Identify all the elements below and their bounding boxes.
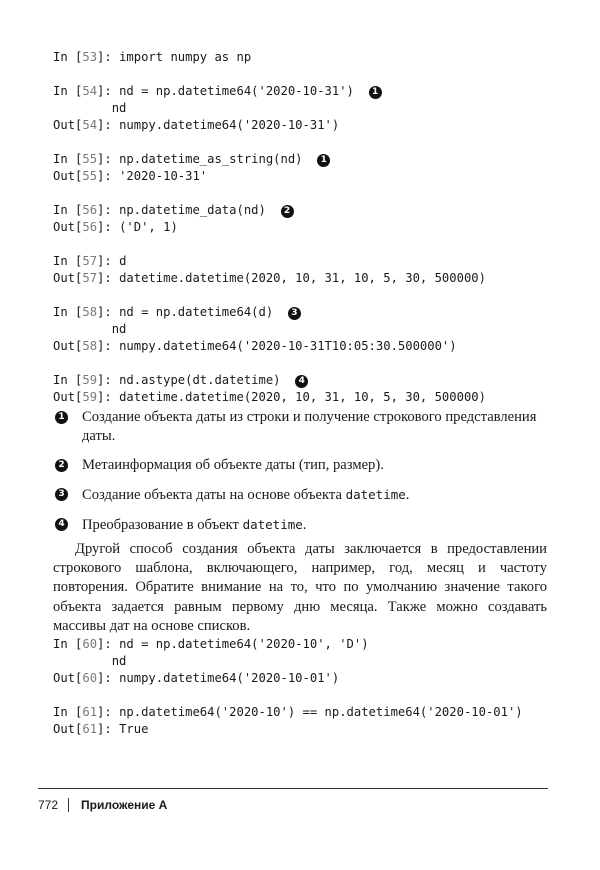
code-text: nd = np.datetime64('2020-10-31') bbox=[119, 84, 354, 98]
code-line bbox=[53, 389, 486, 406]
callout-marker-icon: 3 bbox=[55, 488, 68, 501]
prompt-label: Out[60]: bbox=[53, 671, 112, 685]
note-code: datetime bbox=[345, 487, 406, 502]
code-text: nd.astype(dt.datetime) bbox=[119, 373, 281, 387]
code-block bbox=[53, 704, 523, 738]
body-paragraph: Другой способ создания объекта даты заключается в предоставлении строкового шаблона, включающего, например, год, месяц и частоту повторения. Обратите внимание на то, что по умолчанию значение такого объекта задается равным первому дню месяца. Также можно создавать массивы дат на основе списков. bbox=[53, 541, 547, 634]
code-text: datetime.datetime(2020, 10, 31, 10, 5, 30, 500000) bbox=[119, 271, 486, 285]
prompt-label: Out[55]: bbox=[53, 169, 112, 183]
note-code: datetime bbox=[242, 517, 303, 532]
code-text: True bbox=[119, 722, 149, 736]
code-block bbox=[53, 202, 294, 236]
code-block bbox=[53, 636, 369, 687]
code-line bbox=[53, 253, 486, 270]
prompt-label: In [57]: bbox=[53, 254, 112, 268]
code-text: nd = np.datetime64(d) bbox=[119, 305, 274, 319]
code-text: nd bbox=[111, 322, 127, 336]
code-text: numpy.datetime64('2020-10-31T10:05:30.500000') bbox=[119, 339, 457, 353]
footer-rule bbox=[38, 788, 548, 789]
prompt-label bbox=[53, 654, 112, 668]
code-line bbox=[53, 168, 330, 185]
prompt-label: Out[58]: bbox=[53, 339, 112, 353]
prompt-label: Out[54]: bbox=[53, 118, 112, 132]
code-line bbox=[53, 117, 382, 134]
callout-note bbox=[53, 456, 553, 475]
code-text: nd bbox=[111, 101, 127, 115]
prompt-label: Out[56]: bbox=[53, 220, 112, 234]
code-line bbox=[53, 304, 457, 321]
code-text: np.datetime64('2020-10') == np.datetime64('2020-10-01') bbox=[119, 705, 523, 719]
prompt-label: Out[57]: bbox=[53, 271, 112, 285]
code-line bbox=[53, 49, 251, 66]
code-text: nd bbox=[111, 654, 127, 668]
prompt-label: In [55]: bbox=[53, 152, 112, 166]
code-block bbox=[53, 151, 330, 185]
code-line bbox=[53, 338, 457, 355]
code-block bbox=[53, 83, 382, 134]
code-line bbox=[53, 151, 330, 168]
footer-separator bbox=[68, 798, 69, 812]
prompt-label: Out[59]: bbox=[53, 390, 112, 404]
page-number: 772 bbox=[38, 798, 59, 812]
note-text: Создание объекта даты на основе объекта bbox=[82, 487, 346, 503]
code-line bbox=[53, 83, 382, 100]
code-line bbox=[53, 636, 369, 653]
note-text: Метаинформация об объекте даты (тип, размер). bbox=[82, 457, 384, 473]
prompt-label: In [54]: bbox=[53, 84, 112, 98]
prompt-label: In [56]: bbox=[53, 203, 112, 217]
code-line bbox=[53, 372, 486, 389]
callout-notes bbox=[53, 408, 553, 545]
code-text: datetime.datetime(2020, 10, 31, 10, 5, 30, 500000) bbox=[119, 390, 486, 404]
callout-marker-icon: 3 bbox=[288, 307, 301, 320]
code-block bbox=[53, 49, 251, 66]
prompt-label bbox=[53, 322, 112, 336]
callout-marker-icon: 4 bbox=[55, 518, 68, 531]
section-title: Приложение A bbox=[81, 798, 168, 812]
code-text: np.datetime_data(nd) bbox=[119, 203, 266, 217]
page-footer bbox=[38, 798, 167, 812]
callout-marker-icon: 1 bbox=[55, 411, 68, 424]
code-line bbox=[53, 704, 523, 721]
code-line bbox=[53, 100, 382, 117]
code-text: np.datetime_as_string(nd) bbox=[119, 152, 303, 166]
code-text: numpy.datetime64('2020-10-31') bbox=[119, 118, 340, 132]
code-line bbox=[53, 270, 486, 287]
prompt-label: In [53]: bbox=[53, 50, 112, 64]
prompt-label: In [59]: bbox=[53, 373, 112, 387]
callout-marker-icon: 1 bbox=[369, 86, 382, 99]
callout-note: 4 Преобразование в объект datetime. bbox=[53, 515, 553, 535]
prompt-label: In [60]: bbox=[53, 637, 112, 651]
callout-marker-icon: 2 bbox=[281, 205, 294, 218]
code-line bbox=[53, 321, 457, 338]
callout-marker-icon: 4 bbox=[295, 375, 308, 388]
callout-note bbox=[53, 408, 553, 446]
code-text: '2020-10-31' bbox=[119, 169, 208, 183]
code-line bbox=[53, 670, 369, 687]
code-text: ('D', 1) bbox=[119, 220, 178, 234]
code-text: nd = np.datetime64('2020-10', 'D') bbox=[119, 637, 369, 651]
code-block bbox=[53, 253, 486, 287]
callout-marker-icon: 1 bbox=[317, 154, 330, 167]
prompt-label: Out[61]: bbox=[53, 722, 112, 736]
code-block bbox=[53, 304, 457, 355]
callout-marker-icon: 2 bbox=[55, 459, 68, 472]
code-line bbox=[53, 653, 369, 670]
prompt-label bbox=[53, 101, 112, 115]
prompt-label: In [58]: bbox=[53, 305, 112, 319]
code-block bbox=[53, 372, 486, 406]
prompt-label: In [61]: bbox=[53, 705, 112, 719]
code-text: import numpy as np bbox=[119, 50, 252, 64]
code-line bbox=[53, 202, 294, 219]
code-text: d bbox=[119, 254, 127, 268]
code-line bbox=[53, 721, 523, 738]
callout-note: 3 Создание объекта даты на основе объекта datetime. bbox=[53, 485, 553, 505]
note-text: Создание объекта даты из строки и получение строкового представления даты. bbox=[82, 409, 537, 444]
code-text: numpy.datetime64('2020-10-01') bbox=[119, 671, 340, 685]
code-line bbox=[53, 219, 294, 236]
note-text: Преобразование в объект bbox=[82, 517, 243, 533]
